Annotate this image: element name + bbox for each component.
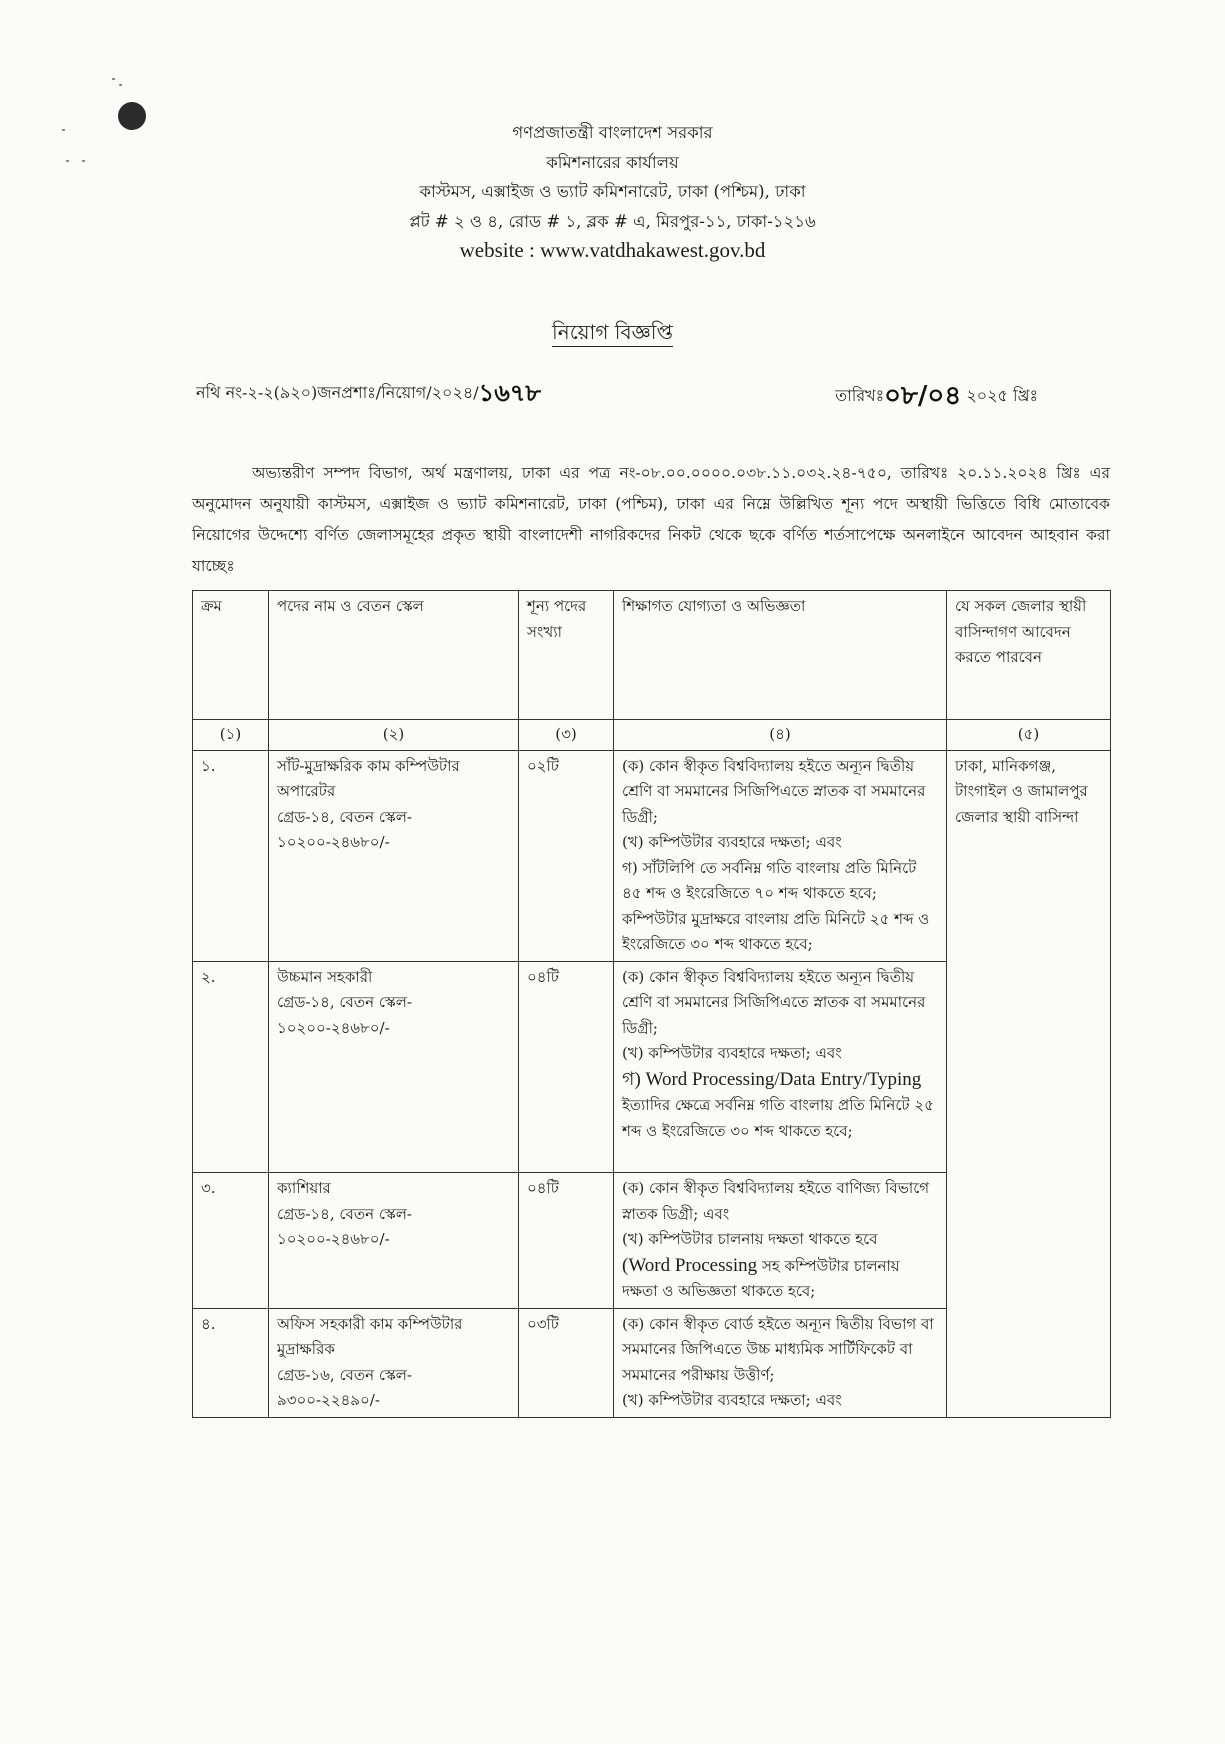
qualification-item: (খ) কম্পিউটার ব্যবহারে দক্ষতা; এবং [622,833,842,851]
vacancy-count: ০৩টি [519,1308,614,1417]
qualification-item: (খ) কম্পিউটার চালনায় দক্ষতা থাকতে হবে [622,1230,878,1248]
memo-handwritten-number: ১৬৭৮ [478,379,541,407]
table-row [193,750,1111,961]
post-grade: গ্রেড-১৪, বেতন স্কেল- [277,807,412,826]
reference-line [196,372,1038,411]
post-name: সাঁট-মুদ্রাক্ষরিক কাম কম্পিউটার অপারেটর [277,756,460,800]
header-qualification: শিক্ষাগত যোগ্যতা ও অভিজ্ঞতা [614,591,947,720]
header-vacancies: শূন্য পদের সংখ্যা [519,591,614,720]
scan-speck [119,84,122,86]
letterhead [0,118,1225,266]
column-number: (১) [193,720,269,751]
notice-title-block [0,318,1225,351]
qualification-latin-text: গ) Word Processing/Data Entry/Typing [622,1068,922,1090]
government-name: গণপ্রজাতন্ত্রী বাংলাদেশ সরকার [512,123,713,142]
vacancy-count: ০৪টি [519,1173,614,1309]
vacancy-count: ০৪টি [519,961,614,1173]
row-serial: ১. [193,750,269,961]
vacancy-table [192,590,1111,1418]
qualification-cell [614,1308,947,1417]
website-line: website : www.vatdhakawest.gov.bd [459,238,766,262]
qualification-item: (খ) কম্পিউটার ব্যবহারে দক্ষতা; এবং [622,1044,842,1062]
post-name: অফিস সহকারী কাম কম্পিউটার মুদ্রাক্ষরিক [277,1314,463,1358]
qualification-item [622,1067,938,1145]
column-number: (৪) [614,720,947,751]
qualification-item: (ক) কোন স্বীকৃত বিশ্ববিদ্যালয় হইতে অন্যূন দ্বিতীয় শ্রেণি বা সমমানের সিজিপিএতে স্নাতক বা সমমানের ডিগ্রী; [622,756,926,826]
qualification-latin-text: (Word Processing [622,1254,758,1276]
qualification-item: গ) সাঁটলিপি তে সর্বনিম্ন গতি বাংলায় প্রতি মিনিটে ৪৫ শব্দ ও ইংরেজিতে ৭০ শব্দ থাকতে হবে; কম্পিউটার মুদ্রাক্ষরে বাংলায় প্রতি মিনিটে ২৫ শব্দ ও ইংরেজিতে ৩০ শব্দ থাকতে হবে; [622,858,930,953]
date-prefix: তারিখঃ [835,386,885,405]
date-suffix: ২০২৫ খ্রিঃ [966,386,1038,405]
intro-paragraph: অভ্যন্তরীণ সম্পদ বিভাগ, অর্থ মন্ত্রণালয়, ঢাকা এর পত্র নং-০৮.০০.০০০০.০৩৮.১১.০৩২.২৪-৭৫০, তারিখঃ ২০.১১.২০২৪ খ্রিঃ এর অনুমোদন অনুযায়ী কাস্টমস, এক্সাইজ ও ভ্যাট কমিশনারেট, ঢাকা (পশ্চিম), ঢাকা এর নিম্নে উল্লিখিত শূন্য পদে অস্থায়ী ভিত্তিতে বিধি মোতাবেক নিয়োগের উদ্দেশ্যে বর্ণিত জেলাসমূহের প্রকৃত স্থায়ী বাংলাদেশী নাগরিকদের নিকট থেকে ছকে বর্ণিত শর্তসাপেক্ষে অনলাইনে আবেদন আহবান করা যাচ্ছেঃ [192,464,1110,575]
post-name: ক্যাশিয়ার [277,1179,331,1197]
memo-prefix: নথি নং-২-২(৯২০)জনপ্রশাঃ/নিয়োগ/২০২৪/ [196,383,479,402]
post-cell [269,1308,519,1417]
post-scale: ৯৩০০-২২৪৯০/- [277,1391,380,1409]
qualification-text: ইত্যাদির ক্ষেত্রে সর্বনিম্ন গতি বাংলায় প্রতি মিনিটে ২৫ শব্দ ও ইংরেজিতে ৩০ শব্দ থাকতে হবে; [622,1096,934,1140]
table-header-row [193,591,1111,720]
post-scale: ১০২০০-২৪৬৮০/- [277,1230,390,1248]
commissionerate-name: কাস্টমস, এক্সাইজ ও ভ্যাট কমিশনারেট, ঢাকা (পশ্চিম), ঢাকা [419,182,806,201]
post-scale: ১০২০০-২৪৬৮০/- [277,1018,390,1037]
memo-number [196,372,541,412]
post-grade: গ্রেড-১৪, বেতন স্কেল- [277,1204,412,1223]
post-grade: গ্রেড-১৪, বেতন স্কেল- [277,993,412,1011]
post-cell [269,750,519,961]
post-name: উচ্চমান সহকারী [277,967,373,986]
qualification-cell [614,750,947,961]
qualification-item [622,1253,938,1305]
header-post: পদের নাম ও বেতন স্কেল [269,591,519,720]
districts-cell: ঢাকা, মানিকগঞ্জ, টাংগাইল ও জামালপুর জেলার স্থায়ী বাসিন্দা [947,750,1111,1417]
header-districts: যে সকল জেলার স্থায়ী বাসিন্দাগণ আবেদন করতে পারবেন [947,591,1111,720]
row-serial: ৪. [193,1308,269,1417]
notice-title: নিয়োগ বিজ্ঞপ্তি [552,320,673,347]
notice-date [835,372,1038,416]
scan-speck [112,78,115,80]
column-number: (২) [269,720,519,751]
row-serial: ৩. [193,1173,269,1309]
qualification-cell [614,1173,947,1309]
qualification-item: (খ) কম্পিউটার ব্যবহারে দক্ষতা; এবং [622,1391,842,1409]
qualification-text: সহ কম্পিউটার চালনায় দক্ষতা ও অভিজ্ঞতা থাকতে হবে; [622,1256,900,1300]
qualification-item: (ক) কোন স্বীকৃত বোর্ড হইতে অন্যূন দ্বিতীয় বিভাগ বা সমমানের জিপিএতে উচ্চ মাধ্যমিক সার্টিফিকেট বা সমমানের পরীক্ষায় উত্তীর্ণ; [622,1314,934,1384]
qualification-cell [614,961,947,1173]
column-number-row [193,720,1111,751]
office-name: কমিশনারের কার্যালয় [546,152,679,172]
qualification-item: (ক) কোন স্বীকৃত বিশ্ববিদ্যালয় হইতে অন্যূন দ্বিতীয় শ্রেণি বা সমমানের সিজিপিএতে স্নাতক বা সমমানের ডিগ্রী; [622,967,926,1037]
column-number: (৫) [947,720,1111,751]
vacancy-count: ০২টি [519,750,614,961]
post-cell [269,961,519,1173]
post-grade: গ্রেড-১৬, বেতন স্কেল- [277,1365,412,1384]
header-serial: ক্রম [193,591,269,720]
qualification-item: (ক) কোন স্বীকৃত বিশ্ববিদ্যালয় হইতে বাণিজ্য বিভাগে স্নাতক ডিগ্রী; এবং [622,1179,930,1223]
office-address: প্লট # ২ ও ৪, রোড # ১, ব্লক # এ, মিরপুর-১১, ঢাকা-১২১৬ [409,211,816,231]
column-number: (৩) [519,720,614,751]
post-scale: ১০২০০-২৪৬৮০/- [277,833,390,851]
date-handwritten: ০৮/০৪ [884,381,962,411]
row-serial: ২. [193,961,269,1173]
post-cell [269,1173,519,1309]
